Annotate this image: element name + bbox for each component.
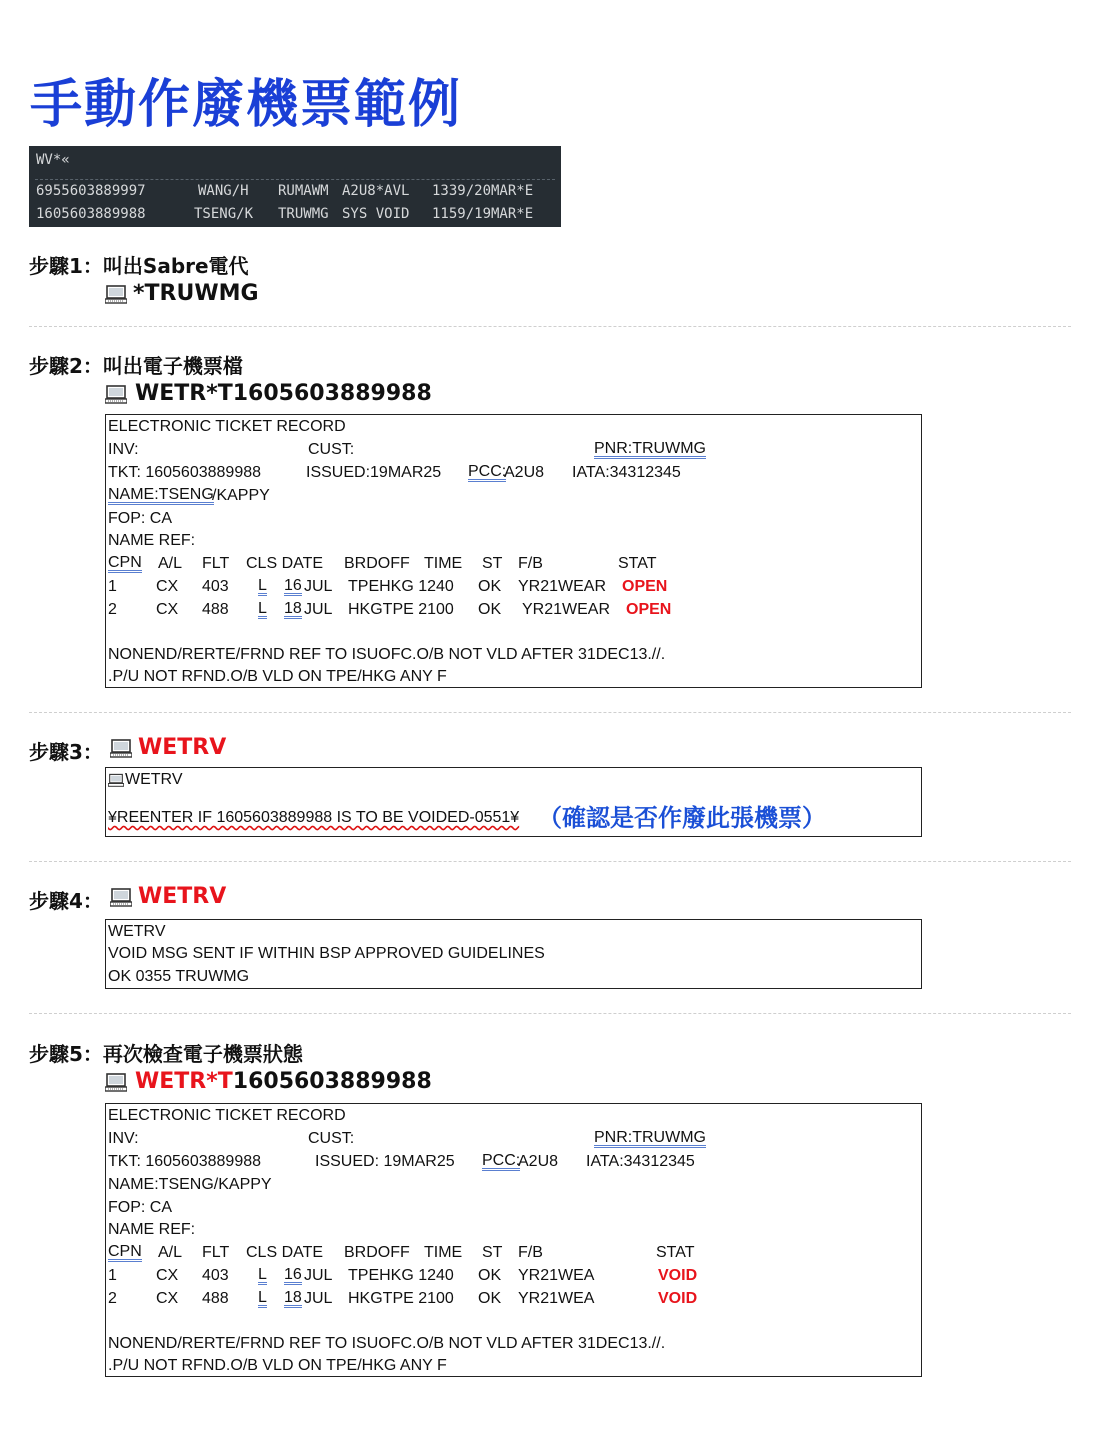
remark-line: NONEND/RERTE/FRND REF TO ISUOFC.O/B NOT VLD AFTER 31DEC13.//. <box>108 646 666 663</box>
flight: 403 <box>202 1267 229 1284</box>
ticket-record-box <box>105 1103 922 1377</box>
tkt-value: TKT: 1605603889988 <box>108 1153 262 1170</box>
date-day: 16 <box>284 577 302 594</box>
section-divider <box>29 861 1071 862</box>
terminal-row <box>36 206 555 226</box>
result-line: OK 0355 TRUWMG <box>108 968 250 985</box>
issued-value: ISSUED: 19MAR25 <box>315 1153 455 1170</box>
terminal-output <box>29 146 561 227</box>
inv-label: INV: <box>108 1130 139 1147</box>
terminal-row <box>36 183 555 203</box>
prompt-cmd: WETRV <box>125 771 183 788</box>
name-rest: /KAPPY <box>212 487 270 504</box>
date-month: JUL <box>304 601 333 618</box>
col-stat: STAT <box>656 1244 695 1261</box>
col-st: ST <box>482 555 503 572</box>
class: L <box>258 1266 267 1283</box>
step-3-label: 步驟3： <box>29 740 103 764</box>
airline: CX <box>156 601 179 618</box>
step-4-label: 步驟4： <box>29 889 103 913</box>
result-line: VOID MSG SENT IF WITHIN BSP APPROVED GUIDELINES <box>108 945 545 962</box>
col-al: A/L <box>158 1244 183 1261</box>
coupon-status: VOID <box>658 1290 698 1307</box>
step-4-command <box>110 884 226 909</box>
confirm-note: （確認是否作廢此張機票） <box>538 804 826 832</box>
col-st: ST <box>482 1244 503 1261</box>
command-text-red: WETR*T <box>135 1069 233 1094</box>
cpn: 2 <box>108 601 117 618</box>
class: L <box>258 577 267 594</box>
date-day: 18 <box>284 1289 302 1306</box>
computer-icon <box>108 773 124 787</box>
class: L <box>258 1289 267 1306</box>
col-cpn: CPN <box>108 554 142 571</box>
page-title: 手動作廢機票範例 <box>30 75 463 135</box>
terminal-time: 1339/20MAR*E <box>432 183 534 199</box>
terminal-ticket: 1605603889988 <box>36 206 146 222</box>
status-code: OK <box>478 578 502 595</box>
coupon-status: OPEN <box>626 601 672 618</box>
flight: 403 <box>202 578 229 595</box>
col-cpn: CPN <box>108 1243 142 1260</box>
prompt-cmd-line <box>108 771 182 789</box>
col-flt: FLT <box>202 1244 230 1261</box>
fare-basis: YR21WEA <box>518 1267 595 1284</box>
col-al: A/L <box>158 555 183 572</box>
terminal-info: A2U8*AVL <box>342 183 410 199</box>
reenter-line: ¥REENTER IF 1605603889988 IS TO BE VOIDED-0551¥ <box>108 809 520 826</box>
brdoff: TPEHKG 1240 <box>348 578 454 595</box>
cust-label: CUST: <box>308 441 355 458</box>
record-header: ELECTRONIC TICKET RECORD <box>108 1107 346 1124</box>
fop-line: FOP: CA <box>108 510 173 527</box>
pcc-label: PCC: <box>482 1152 521 1169</box>
status-code: OK <box>478 1290 502 1307</box>
computer-icon <box>105 1072 127 1092</box>
terminal-divider <box>35 179 555 180</box>
airline: CX <box>156 1267 179 1284</box>
iata-value: IATA:34312345 <box>586 1153 695 1170</box>
col-fb: F/B <box>518 555 543 572</box>
airline: CX <box>156 1290 179 1307</box>
section-divider <box>29 1013 1071 1014</box>
airline: CX <box>156 578 179 595</box>
terminal-agent: RUMAWM <box>278 183 329 199</box>
ticket-record-box <box>105 414 922 688</box>
command-text: WETRV <box>138 735 227 760</box>
result-line: WETRV <box>108 923 166 940</box>
remark-line: NONEND/RERTE/FRND REF TO ISUOFC.O/B NOT VLD AFTER 31DEC13.//. <box>108 1335 666 1352</box>
name-label: NAME:TSENG <box>108 486 214 503</box>
flight: 488 <box>202 601 229 618</box>
name-ref-line: NAME REF: <box>108 532 196 549</box>
col-cls-date: CLS DATE <box>246 1244 324 1261</box>
col-cls-date: CLS DATE <box>246 555 324 572</box>
col-fb: F/B <box>518 1244 543 1261</box>
section-divider <box>29 712 1071 713</box>
record-name-line: NAME:TSENG/KAPPY <box>108 1176 272 1193</box>
brdoff: HKGTPE 2100 <box>348 601 454 618</box>
inv-label: INV: <box>108 441 139 458</box>
fare-basis: YR21WEAR <box>522 601 611 618</box>
step-2-label: 步驟2：叫出電子機票檔 <box>29 354 243 378</box>
void-prompt-box <box>105 767 922 837</box>
issued-value: ISSUED:19MAR25 <box>306 464 442 481</box>
brdoff: TPEHKG 1240 <box>348 1267 454 1284</box>
cpn: 1 <box>108 1267 117 1284</box>
section-divider <box>29 326 1071 327</box>
coupon-status: VOID <box>658 1267 698 1284</box>
terminal-time: 1159/19MAR*E <box>432 206 534 222</box>
remark-line: .P/U NOT RFND.O/B VLD ON TPE/HKG ANY F <box>108 1357 447 1374</box>
status-code: OK <box>478 1267 502 1284</box>
command-text: 1605603889988 <box>232 1069 432 1094</box>
step-3-command <box>110 735 226 760</box>
col-time: TIME <box>424 1244 463 1261</box>
cust-label: CUST: <box>308 1130 355 1147</box>
flight: 488 <box>202 1290 229 1307</box>
terminal-ticket: 6955603889997 <box>36 183 146 199</box>
pcc-label: PCC: <box>468 463 507 480</box>
pnr-value: PNR:TRUWMG <box>594 440 706 457</box>
pnr-value: PNR:TRUWMG <box>594 1129 706 1146</box>
class: L <box>258 600 267 617</box>
step-1-label: 步驟1：叫出Sabre電代 <box>29 254 249 278</box>
terminal-name: TSENG/K <box>194 206 254 222</box>
date-month: JUL <box>304 578 333 595</box>
col-stat: STAT <box>618 555 657 572</box>
terminal-name: WANG/H <box>198 183 249 199</box>
date-month: JUL <box>304 1290 333 1307</box>
remark-line: .P/U NOT RFND.O/B VLD ON TPE/HKG ANY F <box>108 668 447 685</box>
terminal-command: WV*« <box>36 152 70 168</box>
record-header: ELECTRONIC TICKET RECORD <box>108 418 346 435</box>
cpn: 1 <box>108 578 117 595</box>
pcc-value: A2U8 <box>518 1153 559 1170</box>
command-text: WETR*T1605603889988 <box>135 381 432 406</box>
computer-icon <box>110 738 132 758</box>
cpn: 2 <box>108 1290 117 1307</box>
col-time: TIME <box>424 555 463 572</box>
command-text: *TRUWMG <box>133 281 259 306</box>
col-brdoff: BRDOFF <box>344 555 410 572</box>
step-5-command <box>105 1069 432 1094</box>
void-result-box <box>105 919 922 989</box>
terminal-info: SYS VOID <box>342 206 410 222</box>
step-2-command <box>105 381 432 406</box>
computer-icon <box>110 887 132 907</box>
date-day: 18 <box>284 600 302 617</box>
date-day: 16 <box>284 1266 302 1283</box>
computer-icon <box>105 384 127 404</box>
computer-icon <box>105 284 127 304</box>
date-month: JUL <box>304 1267 333 1284</box>
iata-value: IATA:34312345 <box>572 464 681 481</box>
fop-line: FOP: CA <box>108 1199 173 1216</box>
col-brdoff: BRDOFF <box>344 1244 410 1261</box>
fare-basis: YR21WEA <box>518 1290 595 1307</box>
command-text: WETRV <box>138 884 227 909</box>
step-5-label: 步驟5：再次檢查電子機票狀態 <box>29 1042 303 1066</box>
status-code: OK <box>478 601 502 618</box>
brdoff: HKGTPE 2100 <box>348 1290 454 1307</box>
col-flt: FLT <box>202 555 230 572</box>
pcc-value: A2U8 <box>504 464 545 481</box>
terminal-agent: TRUWMG <box>278 206 329 222</box>
step-1-command <box>105 281 259 306</box>
fare-basis: YR21WEAR <box>518 578 607 595</box>
tkt-value: TKT: 1605603889988 <box>108 464 262 481</box>
coupon-status: OPEN <box>622 578 668 595</box>
name-ref-line: NAME REF: <box>108 1221 196 1238</box>
